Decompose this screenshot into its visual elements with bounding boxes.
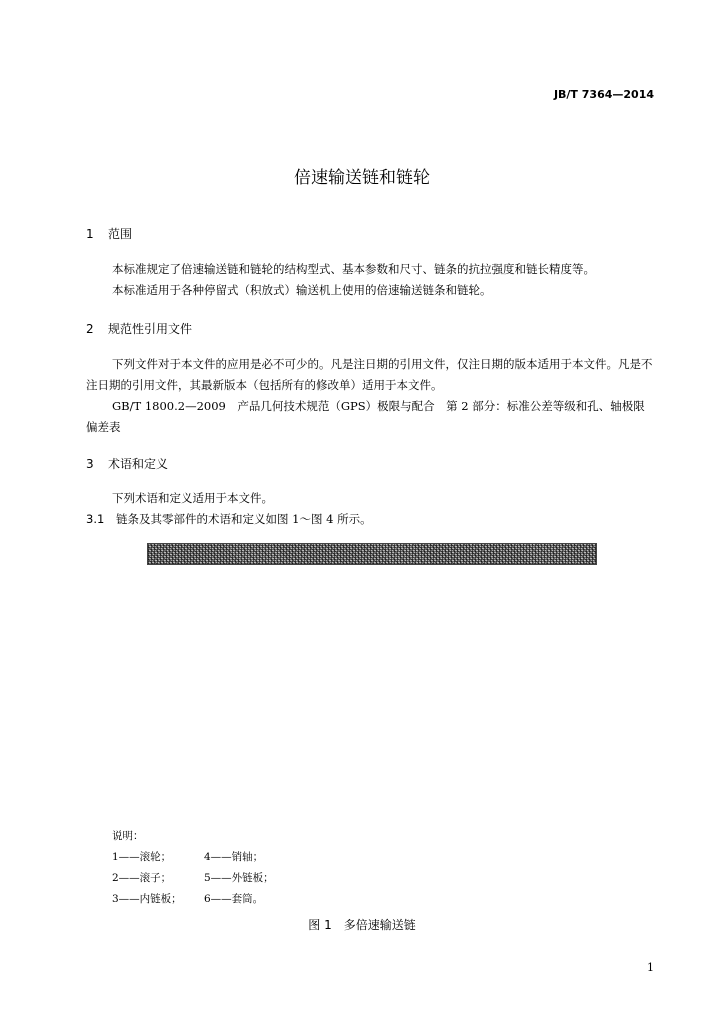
notes-row bbox=[112, 847, 296, 868]
paragraph: 下列术语和定义适用于本文件。 bbox=[112, 491, 273, 505]
standard-number: JB/T 7364—2014 bbox=[553, 88, 654, 101]
section-number: 3 bbox=[86, 457, 94, 471]
clause-number: 3.1 bbox=[86, 512, 105, 526]
note-item: 1——滚轮； bbox=[112, 851, 172, 863]
clause-text: 链条及其零部件的术语和定义如图 1～图 4 所示。 bbox=[116, 512, 372, 526]
section-title: 规范性引用文件 bbox=[108, 322, 193, 336]
section-3-heading bbox=[86, 455, 168, 472]
paragraph: 本标准适用于各种停留式（积放式）输送机上使用的倍速输送链条和链轮。 bbox=[112, 283, 492, 297]
section-number: 2 bbox=[86, 322, 94, 336]
page-number: 1 bbox=[647, 961, 654, 974]
figure-caption: 图 1 多倍速输送链 bbox=[308, 918, 416, 932]
reference-entry: GB/T 1800.2—2009 产品几何技术规范（GPS）极限与配合 第 2 部分：标准公差等级和孔、轴极限偏差表 bbox=[86, 399, 645, 434]
notes-row bbox=[112, 868, 296, 889]
figure-image bbox=[147, 543, 597, 565]
clause-3-1 bbox=[86, 509, 372, 530]
paragraph: 本标准规定了倍速输送链和链轮的结构型式、基本参数和尺寸、链条的抗拉强度和链长精度等。 bbox=[112, 262, 595, 276]
note-item: 2——滚子； bbox=[112, 872, 172, 884]
section-2-heading bbox=[86, 320, 192, 337]
note-item: 6——套筒。 bbox=[204, 893, 264, 905]
document-title: 倍速输送链和链轮 bbox=[294, 168, 430, 188]
section-title: 术语和定义 bbox=[108, 457, 169, 471]
note-item: 3——内链板； bbox=[112, 893, 182, 905]
note-item: 4——销轴； bbox=[204, 851, 264, 863]
section-number: 1 bbox=[86, 227, 94, 241]
section-title: 范围 bbox=[108, 227, 133, 241]
note-item: 5——外链板； bbox=[204, 872, 274, 884]
section-1-heading bbox=[86, 225, 132, 242]
paragraph: 下列文件对于本文件的应用是必不可少的。凡是注日期的引用文件，仅注日期的版本适用于本文件。凡是不注日期的引用文件，其最新版本（包括所有的修改单）适用于本文件。 bbox=[86, 357, 653, 392]
notes-title: 说明： bbox=[112, 830, 144, 842]
notes-row bbox=[112, 889, 296, 910]
figure-notes bbox=[112, 826, 296, 910]
